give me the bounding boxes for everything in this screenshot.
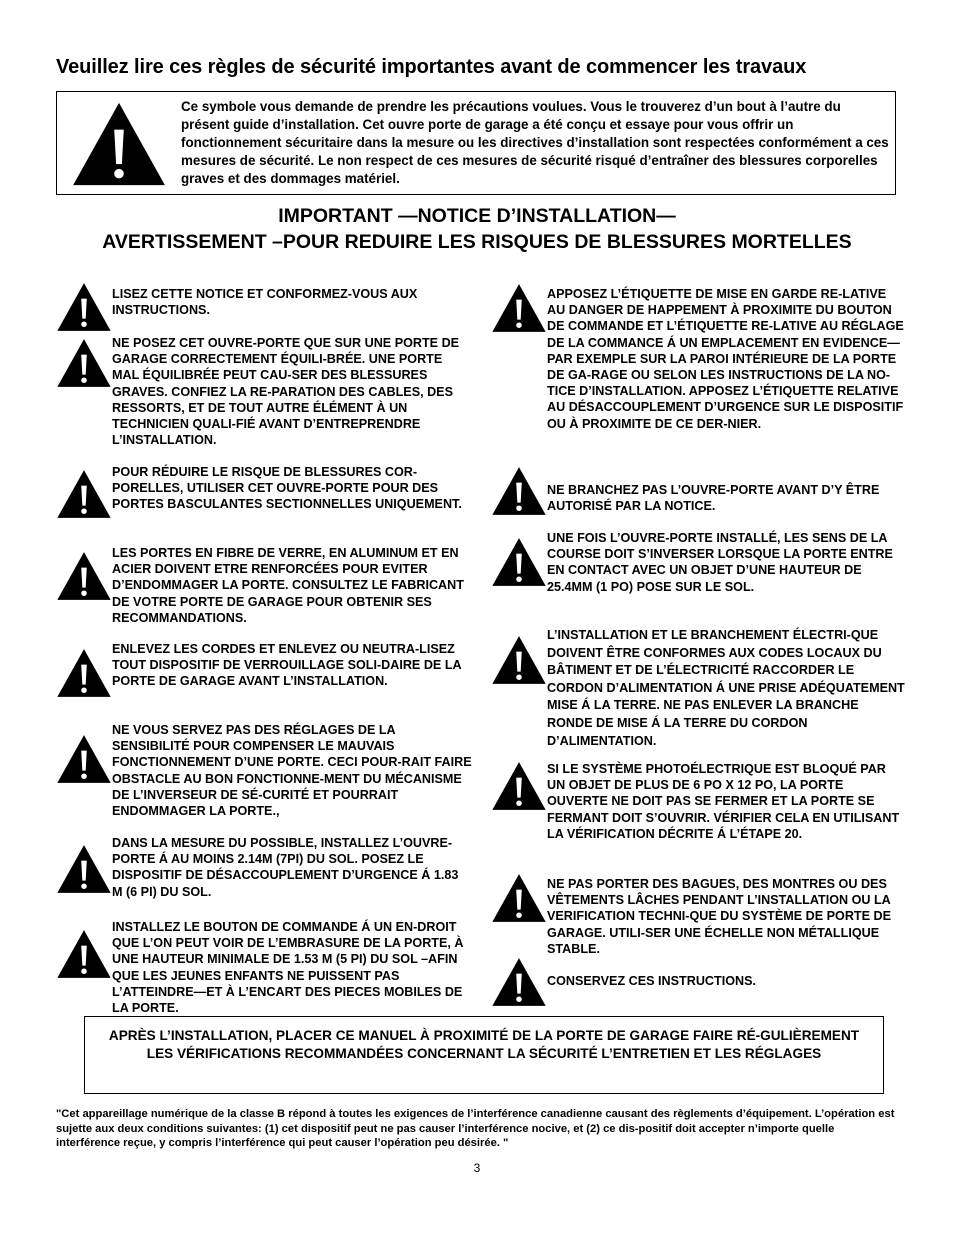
warning-triangle-icon (56, 929, 112, 979)
warning-triangle-icon (491, 635, 547, 685)
warning-triangle-icon (491, 957, 547, 1007)
after-installation-notice: APRÈS L’INSTALLATION, PLACER CE MANUEL À PROXIMITÉ DE LA PORTE DE GARAGE FAIRE RÉ-GULIÈREMENT LES VÉRIFICATIONS RECOMMANDÉES CONCERNANT LA SÉCURITÉ L’ENTRETIEN ET LES RÉGLAGES (84, 1016, 884, 1094)
warning-triangle-icon (491, 761, 547, 811)
warning-triangle-icon (56, 469, 112, 519)
warning-triangle-icon (71, 101, 167, 187)
warning-triangle-icon (491, 537, 547, 587)
warning-text: APPOSEZ L’ÉTIQUETTE DE MISE EN GARDE RE-LATIVE AU DANGER DE HAPPEMENT À PROXIMITE DU BOUTON DE COMMANDE ET L’ÉTIQUETTE RE-LATIVE AU RÉGLAGE DE LA COMMANCE Á UN EMPLACEMENT EN EVIDENCE—PAR EXEMPLE SUR LA PAROI INTÉRIEURE DE LA PORTE DE GA-RAGE OU SELON LES INSTRUCTIONS DE LA NO-TICE D’INSTALLATION. APPOSEZ L’ÉTIQUETTE RELATIVE AU DÉSACCOUPLEMENT D’URGENCE SUR LE DISPOSITIF OU À PROXIMITE DE CE DER-NIER. (547, 287, 904, 431)
warning-triangle-icon (491, 873, 547, 923)
warning-text: LES PORTES EN FIBRE DE VERRE, EN ALUMINUM ET EN ACIER DOIVENT ETRE RENFORCÉES POUR EVITER D’ENDOMMAGER LA PORTE. CONSULTEZ LE FABRICANT DE VOTRE PORTE DE GARAGE POUR OBTENIR SES RECOMMANDATIONS. (112, 546, 464, 625)
warning-triangle-icon (491, 466, 547, 516)
warning-text: NE VOUS SERVEZ PAS DES RÉGLAGES DE LA SENSIBILITÉ POUR COMPENSER LE MAUVAIS FONCTIONNEMENT D’UNE PORTE. CECI POUR-RAIT FAIRE OBSTACLE AU BON FONCTIONNE-MENT DU MÉCANISME DE L’INVERSEUR DE SÉ-CURITÉ ET POURRAIT ENDOMMAGER LA PORTE., (112, 723, 472, 819)
warning-triangle-icon (56, 338, 112, 388)
warning-text: LISEZ CETTE NOTICE ET CONFORMEZ-VOUS AUX INSTRUCTIONS. (112, 287, 418, 318)
warning-triangle-icon (491, 283, 547, 333)
heading-avertissement: AVERTISSEMENT –POUR REDUIRE LES RISQUES DE BLESSURES MORTELLES (102, 231, 852, 253)
warning-triangle-icon (56, 844, 112, 894)
warning-text: NE PAS PORTER DES BAGUES, DES MONTRES OU DES VÊTEMENTS LÂCHES PENDANT L’INSTALLATION OU LA VERIFICATION TECHNI-QUE DU SYSTÈME DE PORTE DE GARAGE. UTILI-SER UNE ÉCHELLE NON MÉTALLIQUE STABLE. (547, 877, 892, 956)
warning-text: SI LE SYSTÈME PHOTOÉLECTRIQUE EST BLOQUÉ PAR UN OBJET DE PLUS DE 6 PO X 12 PO, LA PORTE OUVERTE NE DOIT PAS SE FERMER ET LA PORTE SE FERMANT DOIT S’OUVRIR. VÉRIFIER CELA EN UTILISANT LA VÉRIFICATION DÉCRITE Á L’ÉTAPE 20. (547, 762, 900, 841)
warning-text: UNE FOIS L’OUVRE-PORTE INSTALLÉ, LES SENS DE LA COURSE DOIT S’INVERSER LORSQUE LA PORTE ENTRE EN CONTACT AVEC UN OBJET D’UNE HAUTEUR DE 25.4MM (1 PO) POSE SUR LE SOL. (547, 531, 893, 594)
warning-text: NE BRANCHEZ PAS L’OUVRE-PORTE AVANT D’Y ÊTRE AUTORISÉ PAR LA NOTICE. (547, 483, 880, 514)
warning-triangle-icon (56, 734, 112, 784)
warning-text: DANS LA MESURE DU POSSIBLE, INSTALLEZ L’OUVRE-PORTE Á AU MOINS 2.14M (7PI) DU SOL. POSEZ LE DISPOSITIF DE DÉSACCOUPLEMENT D’URGENCE Á 1.83 M (6 PI) DU SOL. (112, 836, 459, 899)
warning-text: POUR RÉDUIRE LE RISQUE DE BLESSURES COR-PORELLES, UTILISER CET OUVRE-PORTE POUR DES PORTES BASCULANTES SECTIONNELLES UNIQUEMENT. (112, 465, 462, 512)
warning-triangle-icon (56, 648, 112, 698)
warning-text: CONSERVEZ CES INSTRUCTIONS. (547, 974, 756, 988)
heading-important: IMPORTANT —NOTICE D’INSTALLATION— (278, 205, 676, 227)
page-number: 3 (473, 1161, 481, 1175)
warning-text: INSTALLEZ LE BOUTON DE COMMANDE Á UN EN-DROIT QUE L’ON PEUT VOIR DE L’EMBRASURE DE LA PORTE, À UNE HAUTEUR MINIMALE DE 1.53 M (5 PI) DU SOL –AFIN QUE LES JEUNES ENFANTS NE PUISSENT PAS L’ATTEINDRE—ET À L’ENCART DES PIECES MOBILES DE LA PORTE. (112, 920, 464, 1016)
page-title: Veuillez lire ces règles de sécurité importantes avant de commencer les travaux (56, 56, 807, 78)
intro-text: Ce symbole vous demande de prendre les précautions voulues. Vous le trouverez d’un bout à l’autre du présent guide d’installation. Cet ouvre porte de garage a été conçu et essaye pour vous offrir un fonctionnement sécuritaire dans la mesure ou les directives d’installation sont respectées conformément a ces mesures de sécurité. Le non respect de ces mesures de sécurité risqué d’entraîner des blessures corporelles graves et des dommages matériel. (181, 99, 889, 186)
warning-triangle-icon (56, 282, 112, 332)
regulatory-footnote: "Cet appareillage numérique de la classe B répond à toutes les exigences de l’interférence canadienne causant des règlements d’équipement. L’opération est sujette aux deux conditions suivantes: (1) cet dispositif peut ne pas causer l’interférence nocive, et (2) ce dis-positif doit accepter n’importe quelle interférence reçue, y compris l’interférence qui peut causer l’opération peu désirée. " (56, 1108, 895, 1150)
warning-text: ENLEVEZ LES CORDES ET ENLEVEZ OU NEUTRA-LISEZ TOUT DISPOSITIF DE VERROUILLAGE SOLI-DAIRE DE LA PORTE DE GARAGE AVANT L’INSTALLATION. (112, 642, 462, 689)
warning-text: NE POSEZ CET OUVRE-PORTE QUE SUR UNE PORTE DE GARAGE CORRECTEMENT ÉQUILI-BRÉE. UNE PORTE MAL ÉQUILIBRÉE PEUT CAU-SER DES BLESSURES GRAVES. CONFIEZ LA RE-PARATION DES CABLES, DES RESSORTS, ET DE TOUT AUTRE ÉLÉMENT À UN TECHNICIEN QUALI-FIÉ AVANT D’ENTREPRENDRE L’INSTALLATION. (112, 336, 460, 448)
intro-box (56, 91, 896, 195)
warning-triangle-icon (56, 551, 112, 601)
warning-text: L’INSTALLATION ET LE BRANCHEMENT ÉLECTRI-QUE DOIVENT ÊTRE CONFORMES AUX CODES LOCAUX DU BÂTIMENT ET DE L’ÉLECTRICITÉ RACCORDER LE CORDON D’ALIMENTATION Á UNE PRISE ADÉQUATEMENT MISE Á LA TERRE. NE PAS ENLEVER LA BRANCHE RONDE DE MISE Á LA TERRE DU CORDON D’ALIMENTATION. (547, 628, 905, 748)
